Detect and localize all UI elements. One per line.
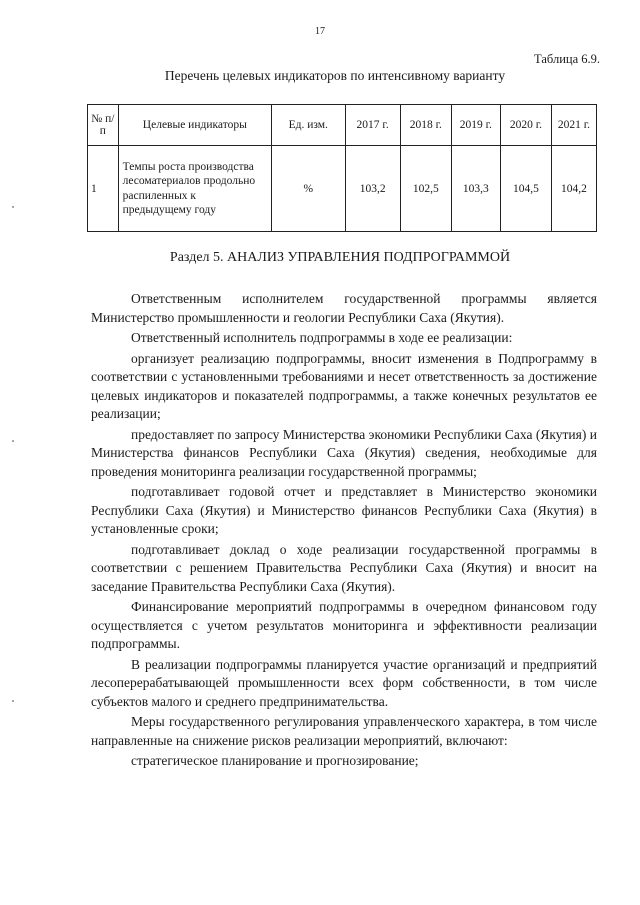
paragraph: организует реализацию подпрограммы, вносит изменения в Подпрограмму в соответствии с установленными требованиями и несет ответственность за достижение целевых индикаторов и показателей подпрограммы, а также конечных результатов ее реализации; [91, 350, 597, 421]
paragraph: подготавливает доклад о ходе реализации государственной программы в соответствии с решением Правительства Республики Саха (Якутия) и вносит на заседание Правительства Республики Саха (Якутия). [91, 541, 597, 594]
table-row [88, 146, 597, 232]
paragraph: Ответственный исполнитель подпрограммы в ходе ее реализации: [131, 330, 513, 345]
paragraph: В реализации подпрограммы планируется участие организаций и предприятий лесоперерабатывающей промышленности всех форм собственности, в том числе субъектов малого и среднего предпринимательства. [91, 656, 597, 709]
scan-dot [12, 700, 14, 702]
indicators-table [87, 104, 597, 232]
table-cell: % [271, 146, 345, 232]
body-text [91, 290, 597, 773]
table-cell: 103,2 [345, 146, 400, 232]
scan-dot [12, 440, 14, 442]
table-cell: 103,3 [451, 146, 500, 232]
table-cell: 104,2 [551, 146, 596, 232]
paragraph: Финансирование мероприятий подпрограммы в очередном финансовом году осуществляется с учетом результатов мониторинга и эффективности реализации подпрограммы. [91, 599, 597, 651]
table-cell: Темпы роста производства лесоматериалов продольно распиленных к предыдущему году [118, 146, 271, 232]
header-cell: 2019 г. [451, 105, 500, 146]
header-cell: 2017 г. [345, 105, 400, 146]
header-cell: 2021 г. [551, 105, 596, 146]
table-cell: 1 [88, 146, 119, 232]
paragraph: подготавливает годовой отчет и представляет в Министерство экономики Республики Саха (Якутия) и Министерство финансов Республики Саха (Якутия) в установленные сроки; [91, 484, 597, 536]
paragraph: Меры государственного регулирования управленческого характера, в том числе направленные на снижение рисков реализации мероприятий, включают: [91, 714, 597, 748]
paragraph: Ответственным исполнителем государственной программы является Министерство промышленности и геологии Республики Саха (Якутия). [91, 291, 597, 325]
section-title: Раздел 5. АНАЛИЗ УПРАВЛЕНИЯ ПОДПРОГРАММОЙ [169, 250, 511, 265]
page-number: 17 [315, 26, 325, 37]
table-title: Перечень целевых индикаторов по интенсивному варианту [164, 68, 506, 83]
header-cell: 2020 г. [500, 105, 551, 146]
table-cell: 102,5 [400, 146, 451, 232]
table-label: Таблица 6.9. [534, 52, 600, 66]
table-cell: 104,5 [500, 146, 551, 232]
scan-dot [12, 206, 14, 208]
header-cell: Ед. изм. [271, 105, 345, 146]
paragraph: стратегическое планирование и прогнозирование; [131, 753, 419, 768]
table-header-row [88, 105, 597, 146]
header-cell: Целевые индикаторы [118, 105, 271, 146]
header-cell: № п/п [88, 105, 119, 146]
header-cell: 2018 г. [400, 105, 451, 146]
paragraph: предоставляет по запросу Министерства экономики Республики Саха (Якутия) и Министерства финансов Республики Саха (Якутия) сведения, необходимые для проведения мониторинга реализации государственной программы; [91, 426, 597, 479]
